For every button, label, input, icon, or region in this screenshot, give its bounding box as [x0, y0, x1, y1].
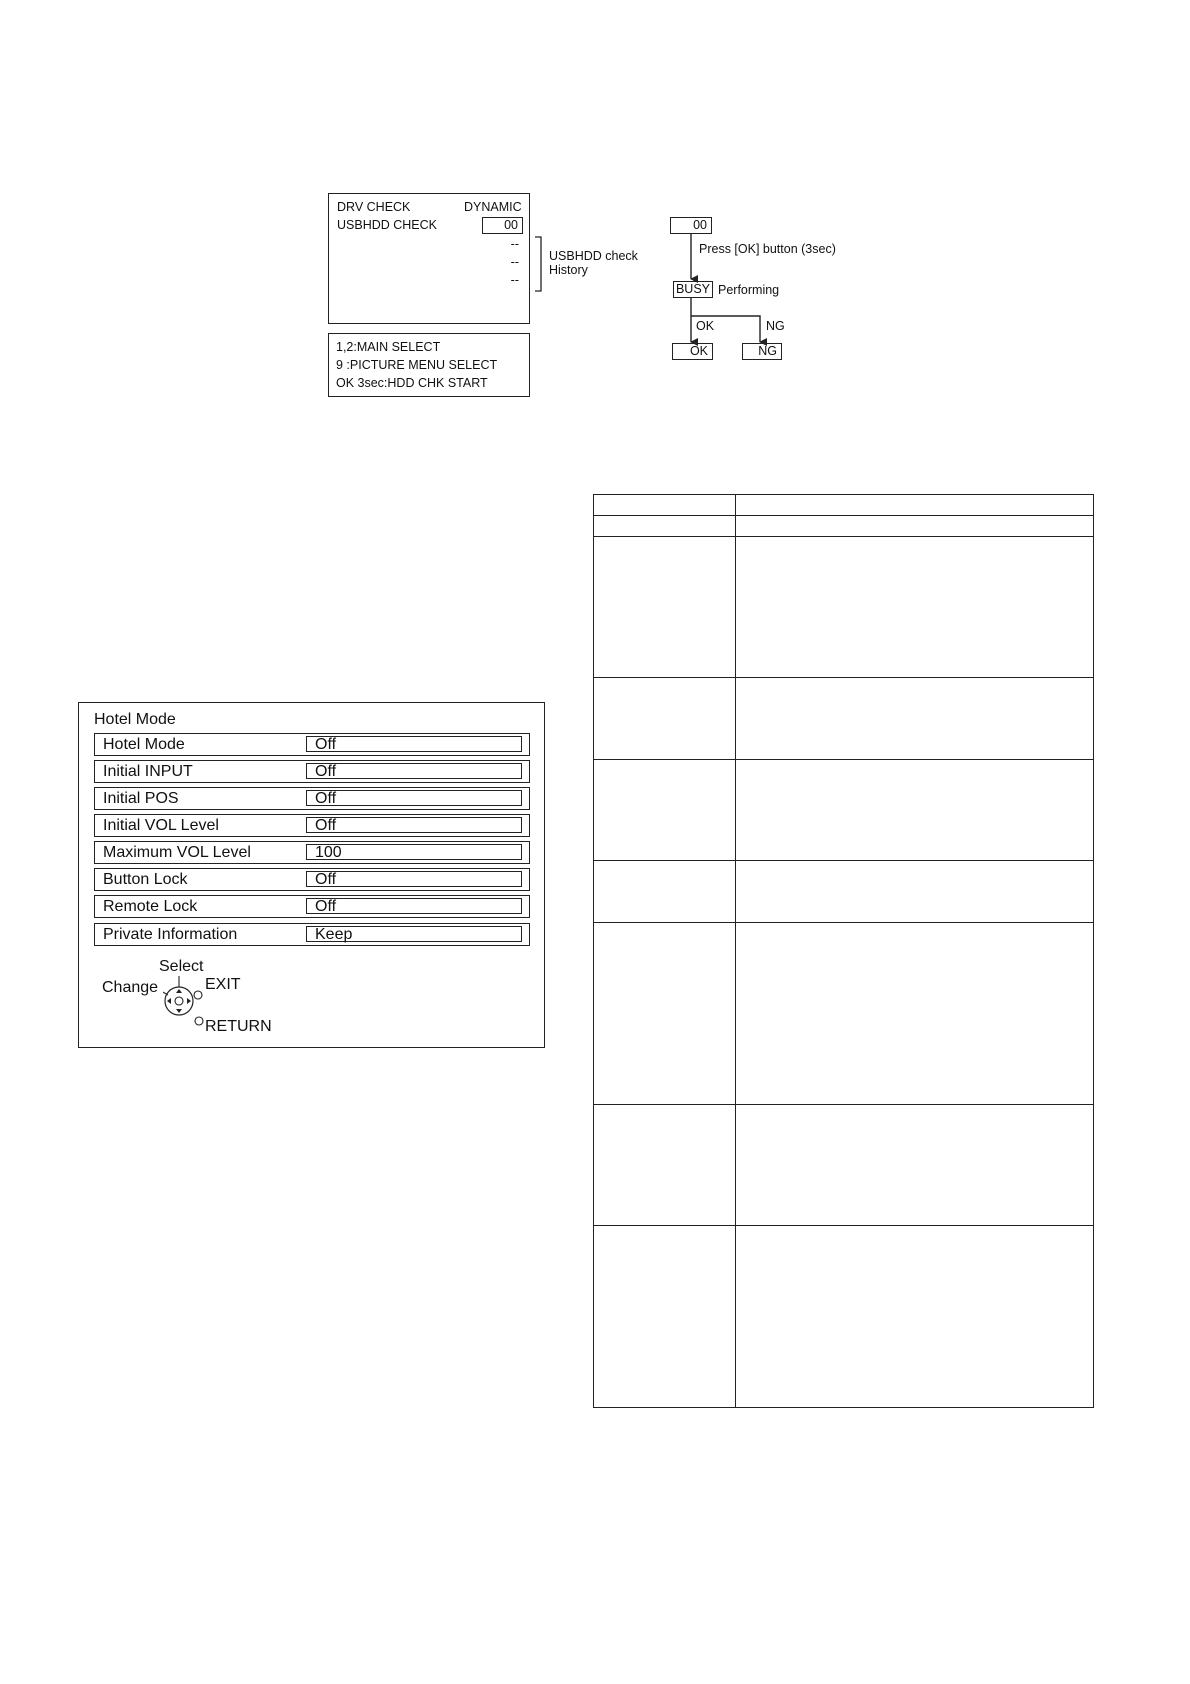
nav-exit-label: EXIT — [205, 976, 241, 993]
flow-start-box: 00 — [670, 217, 712, 234]
drv-check-screen — [328, 193, 530, 324]
table-cell — [594, 861, 736, 923]
menu-row-label: Private Information — [103, 926, 238, 943]
table-cell — [594, 760, 736, 861]
menu-row-button-lock[interactable] — [94, 868, 530, 891]
table-row — [594, 495, 1094, 516]
table-row — [594, 923, 1094, 1105]
history-annotation-line2: History — [549, 263, 588, 277]
table-cell — [594, 495, 736, 516]
usbhdd-check-label: USBHDD CHECK — [337, 218, 438, 232]
history-bracket — [534, 236, 546, 292]
table-cell — [735, 516, 1093, 537]
table-cell — [735, 760, 1093, 861]
table-row — [594, 1105, 1094, 1226]
table-cell — [735, 861, 1093, 923]
table-cell — [735, 1226, 1093, 1408]
help-line: 1,2:MAIN SELECT — [336, 340, 441, 354]
table-cell — [594, 537, 736, 678]
table-row — [594, 760, 1094, 861]
menu-row-initial-input[interactable] — [94, 760, 530, 783]
help-line: OK 3sec:HDD CHK START — [336, 376, 488, 390]
flow-busy-note: Performing — [718, 283, 780, 297]
menu-row-initial-vol-level[interactable] — [94, 814, 530, 837]
menu-row-hotel-mode[interactable] — [94, 733, 530, 756]
menu-row-label: Maximum VOL Level — [103, 844, 251, 861]
help-line: 9 :PICTURE MENU SELECT — [336, 358, 498, 372]
drv-check-help — [328, 333, 530, 397]
flow-step-note: Press [OK] button (3sec) — [699, 242, 836, 256]
settings-table — [593, 494, 1094, 1408]
table-cell — [594, 923, 736, 1105]
menu-row-value[interactable]: Off — [306, 817, 522, 833]
menu-row-maximum-vol-level[interactable] — [94, 841, 530, 864]
table-cell — [594, 678, 736, 760]
menu-row-value[interactable]: Off — [306, 898, 522, 914]
history-entry: -- — [510, 273, 519, 287]
remote-dpad-icon — [163, 973, 203, 1017]
history-entry: -- — [510, 255, 519, 269]
menu-row-initial-pos[interactable] — [94, 787, 530, 810]
nav-change-label: Change — [102, 979, 159, 996]
menu-row-value[interactable]: Keep — [306, 926, 522, 942]
menu-row-label: Initial INPUT — [103, 763, 193, 780]
hotel-menu-title: Hotel Mode — [94, 711, 176, 728]
table-cell — [735, 1105, 1093, 1226]
menu-row-label: Remote Lock — [103, 898, 198, 915]
table-cell — [735, 678, 1093, 760]
flow-result-ng-box: NG — [742, 343, 782, 360]
history-entry: -- — [510, 237, 519, 251]
hotel-mode-menu — [78, 702, 545, 1048]
usbhdd-check-value: 00 — [482, 217, 523, 234]
nav-select-label: Select — [159, 958, 204, 975]
flow-branch-ok-label: OK — [696, 319, 715, 333]
menu-row-label: Initial POS — [103, 790, 179, 807]
menu-row-value[interactable]: 100 — [306, 844, 522, 860]
menu-row-value[interactable]: Off — [306, 763, 522, 779]
table-row — [594, 516, 1094, 537]
table-row — [594, 1226, 1094, 1408]
table-cell — [735, 923, 1093, 1105]
flow-branch-ng-label: NG — [766, 319, 785, 333]
table-cell — [594, 1105, 736, 1226]
menu-row-value[interactable]: Off — [306, 871, 522, 887]
menu-row-remote-lock[interactable] — [94, 895, 530, 918]
menu-row-value[interactable]: Off — [306, 790, 522, 806]
flow-result-ok-box: OK — [672, 343, 713, 360]
menu-row-label: Initial VOL Level — [103, 817, 219, 834]
table-row — [594, 861, 1094, 923]
nav-return-label: RETURN — [205, 1018, 272, 1035]
table-cell — [594, 516, 736, 537]
table-row — [594, 678, 1094, 760]
menu-row-label: Button Lock — [103, 871, 188, 888]
flow-busy-box: BUSY — [673, 281, 713, 298]
table-cell — [594, 1226, 736, 1408]
history-annotation-line1: USBHDD check — [549, 249, 638, 263]
return-button-icon — [193, 1015, 205, 1027]
drv-check-title: DRV CHECK — [337, 200, 411, 214]
menu-row-label: Hotel Mode — [103, 736, 185, 753]
table-cell — [735, 537, 1093, 678]
table-cell — [735, 495, 1093, 516]
menu-row-private-information[interactable] — [94, 923, 530, 946]
table-row — [594, 537, 1094, 678]
menu-row-value[interactable]: Off — [306, 736, 522, 752]
drv-check-mode: DYNAMIC — [464, 200, 522, 214]
